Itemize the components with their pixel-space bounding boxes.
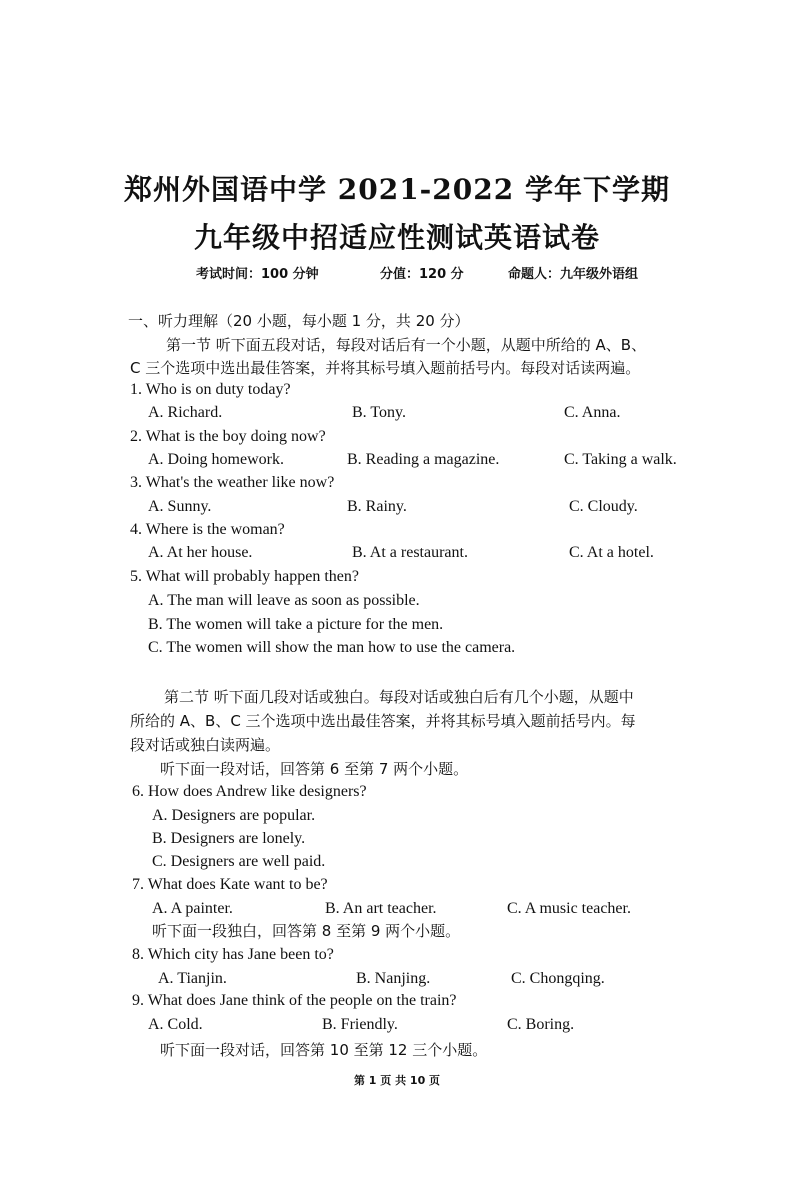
question-8-option-c: C. Chongqing.: [511, 970, 605, 987]
instruction-q6-q7: 听下面一段对话，回答第 6 至第 7 两个小题。: [160, 760, 469, 778]
part1-heading: 一、听力理解（20 小题，每小题 1 分，共 20 分）: [128, 312, 470, 330]
question-9-option-b: B. Friendly.: [322, 1016, 398, 1033]
question-3-option-c: C. Cloudy.: [569, 498, 638, 515]
section1-instruction-line2: C 三个选项中选出最佳答案，并将其标号填入题前括号内。每段对话读两遍。: [130, 359, 641, 377]
question-7-stem: 7. What does Kate want to be?: [132, 876, 328, 893]
question-4-option-b: B. At a restaurant.: [352, 544, 468, 561]
question-4-option-a: A. At her house.: [148, 544, 253, 561]
question-2-option-b: B. Reading a magazine.: [347, 451, 500, 468]
question-7-option-a: A. A painter.: [152, 900, 233, 917]
question-9-stem: 9. What does Jane think of the people on the train?: [132, 992, 457, 1009]
question-3-option-b: B. Rainy.: [347, 498, 407, 515]
question-3-option-a: A. Sunny.: [148, 498, 212, 515]
question-8-stem: 8. Which city has Jane been to?: [132, 946, 334, 963]
question-3-stem: 3. What's the weather like now?: [130, 474, 335, 491]
section2-instruction-line2: 所给的 A、B、C 三个选项中选出最佳答案，并将其标号填入题前括号内。每: [130, 712, 636, 730]
question-8-option-b: B. Nanjing.: [356, 970, 431, 987]
exam-title-line2: 九年级中招适应性测试英语试卷: [193, 221, 600, 254]
exam-title-line1: 郑州外国语中学 2021-2022 学年下学期: [124, 173, 670, 206]
instruction-q10-q12: 听下面一段对话，回答第 10 至第 12 三个小题。: [160, 1041, 488, 1059]
exam-author: 命题人：九年级外语组: [508, 267, 639, 282]
question-6-option-c: C. Designers are well paid.: [152, 853, 326, 870]
question-2-option-c: C. Taking a walk.: [564, 451, 677, 468]
question-5-stem: 5. What will probably happen then?: [130, 568, 359, 585]
question-4-option-c: C. At a hotel.: [569, 544, 654, 561]
section2-instruction-line3: 段对话或独白读两遍。: [130, 736, 281, 754]
question-1-option-a: A. Richard.: [148, 404, 223, 421]
page-footer: 第 1 页 共 10 页: [353, 1074, 441, 1087]
question-8-option-a: A. Tianjin.: [158, 970, 227, 987]
question-2-option-a: A. Doing homework.: [148, 451, 284, 468]
question-1-option-c: C. Anna.: [564, 404, 621, 421]
section2-instruction-line1: 第二节 听下面几段对话或独白。每段对话或独白后有几个小题，从题中: [164, 688, 634, 706]
question-4-stem: 4. Where is the woman?: [130, 521, 285, 538]
exam-time: 考试时间：100 分钟: [196, 267, 319, 282]
question-6-option-a: A. Designers are popular.: [152, 807, 316, 824]
question-7-option-b: B. An art teacher.: [325, 900, 437, 917]
question-5-option-a: A. The man will leave as soon as possible.: [148, 592, 420, 609]
question-6-stem: 6. How does Andrew like designers?: [132, 783, 367, 800]
question-5-option-b: B. The women will take a picture for the men.: [148, 616, 444, 633]
question-9-option-c: C. Boring.: [507, 1016, 575, 1033]
question-5-option-c: C. The women will show the man how to use the camera.: [148, 639, 516, 656]
question-7-option-c: C. A music teacher.: [507, 900, 631, 917]
question-2-stem: 2. What is the boy doing now?: [130, 428, 326, 445]
question-1-option-b: B. Tony.: [352, 404, 406, 421]
question-1-stem: 1. Who is on duty today?: [130, 381, 291, 398]
exam-score: 分值：120 分: [380, 267, 464, 282]
question-9-option-a: A. Cold.: [148, 1016, 203, 1033]
instruction-q8-q9: 听下面一段独白，回答第 8 至第 9 两个小题。: [152, 922, 461, 940]
section1-instruction-line1: 第一节 听下面五段对话，每段对话后有一个小题，从题中所给的 A、B、: [166, 336, 647, 354]
question-6-option-b: B. Designers are lonely.: [152, 830, 306, 847]
